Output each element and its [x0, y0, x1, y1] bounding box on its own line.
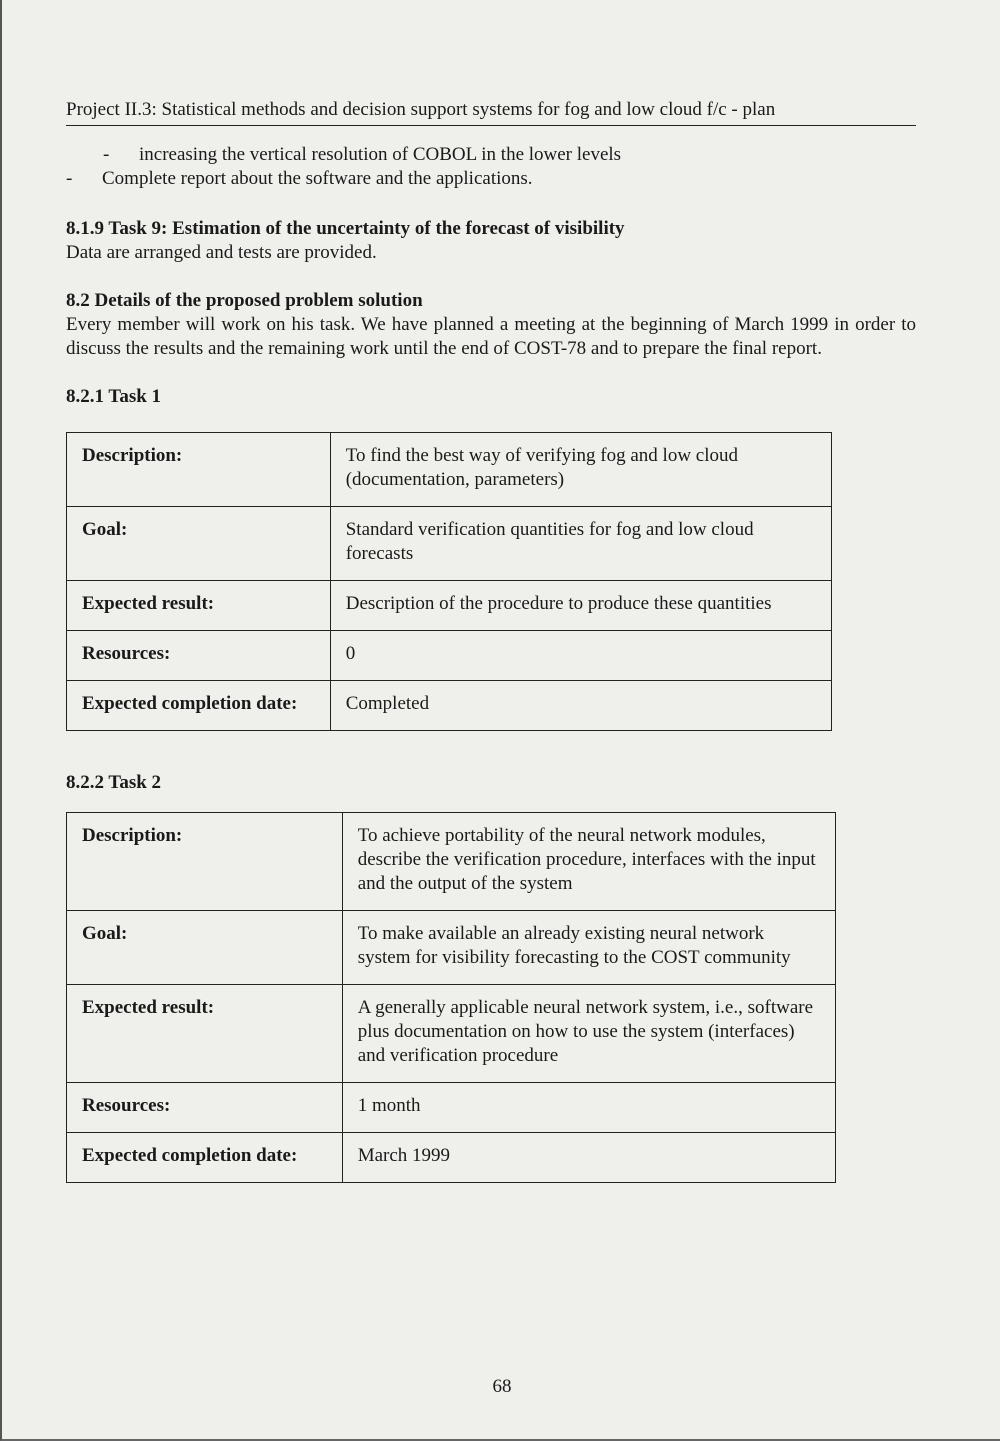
- table-value: To achieve portability of the neural network modules, describe the verification procedure, interfaces with the input and the output of the system: [342, 813, 835, 911]
- table-label: Expected completion date:: [67, 1133, 343, 1183]
- table-label: Resources:: [67, 1083, 343, 1133]
- table-value: 1 month: [342, 1083, 835, 1133]
- section-text-8-1-9: Data are arranged and tests are provided.: [66, 242, 377, 263]
- section-heading-task-2: 8.2.2 Task 2: [66, 772, 162, 793]
- section-heading-8-1-9: 8.1.9 Task 9: Estimation of the uncertainty of the forecast of visibility: [66, 218, 625, 239]
- table-value: March 1999: [342, 1133, 835, 1183]
- table-label: Description:: [67, 433, 331, 507]
- table-value: Completed: [330, 681, 831, 731]
- list-item-text: Complete report about the software and the applications.: [102, 168, 533, 189]
- list-item: [66, 167, 916, 191]
- page-content: [66, 143, 916, 1183]
- page-header: Project II.3: Statistical methods and decision support systems for fog and low cloud f/c - plan: [66, 97, 916, 126]
- section-text-8-2: Every member will work on his task. We have planned a meeting at the beginning of March 1999 in order to discuss the results and the remaining work until the end of COST-78 and to prepare the final report.: [66, 314, 916, 359]
- table-value: To make available an already existing neural network system for visibility forecasting to the COST community: [342, 911, 835, 985]
- bullet-dash: -: [103, 144, 110, 165]
- table-label: Expected result:: [67, 985, 343, 1083]
- table-row: [67, 631, 832, 681]
- table-value: 0: [330, 631, 831, 681]
- table-row: [67, 581, 832, 631]
- table-label: Goal:: [67, 507, 331, 581]
- table-row: [67, 681, 832, 731]
- table-label: Resources:: [67, 631, 331, 681]
- table-row: [67, 507, 832, 581]
- bullet-dash: -: [66, 168, 73, 189]
- section-heading-task-1: 8.2.1 Task 1: [66, 386, 162, 407]
- table-row: [67, 1083, 836, 1133]
- table-value: A generally applicable neural network system, i.e., software plus documentation on how to use the system (interfaces) and verification procedure: [342, 985, 835, 1083]
- table-value: Description of the procedure to produce these quantities: [330, 581, 831, 631]
- task-1-table: [66, 432, 832, 731]
- table-label: Expected result:: [67, 581, 331, 631]
- table-row: [67, 985, 836, 1083]
- table-row: [67, 433, 832, 507]
- table-row: [67, 911, 836, 985]
- table-row: [67, 813, 836, 911]
- table-row: [67, 1133, 836, 1183]
- table-label: Description:: [67, 813, 343, 911]
- table-label: Goal:: [67, 911, 343, 985]
- page-number: 68: [492, 1376, 512, 1397]
- list-item-text: increasing the vertical resolution of COBOL in the lower levels: [139, 144, 622, 165]
- list-item: [66, 143, 916, 167]
- section-heading-8-2: 8.2 Details of the proposed problem solution: [66, 290, 423, 311]
- table-label: Expected completion date:: [67, 681, 331, 731]
- task-2-table: [66, 812, 836, 1183]
- table-value: To find the best way of verifying fog and low cloud (documentation, parameters): [330, 433, 831, 507]
- table-value: Standard verification quantities for fog and low cloud forecasts: [330, 507, 831, 581]
